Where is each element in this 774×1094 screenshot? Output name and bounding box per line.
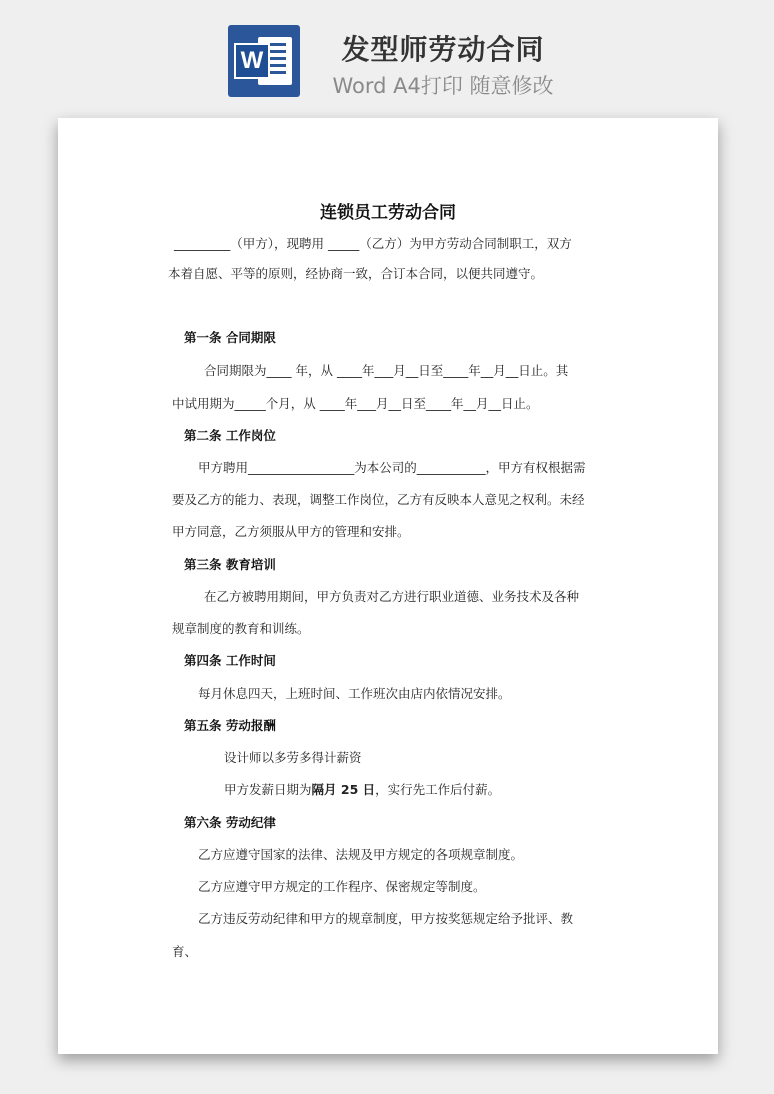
section-5-line-1: 设计师以多劳多得计薪资 <box>224 750 362 765</box>
pay-date-suffix: ，实行先工作后付薪。 <box>375 782 501 797</box>
intro-line-1: _________（甲方），现聘用 _____（乙方）为甲方劳动合同制职工，双方 <box>174 236 572 251</box>
document-page <box>58 118 718 1054</box>
section-1-line-1: 合同期限为____ 年，从 ____年___月__日至____年__月__日止。其 <box>204 363 569 378</box>
section-1-heading: 第一条 合同期限 <box>184 330 276 345</box>
pay-date-prefix: 甲方发薪日期为 <box>224 782 312 797</box>
document-title: 连锁员工劳动合同 <box>320 203 456 223</box>
section-6-line-2: 乙方应遵守甲方规定的工作程序、保密规定等制度。 <box>198 879 486 894</box>
section-6-heading: 第六条 劳动纪律 <box>184 815 276 830</box>
section-5-line-2 <box>224 780 500 798</box>
app-title: 发型师劳动合同 <box>341 33 545 66</box>
pay-date-bold: 隔月 25 日 <box>311 782 376 797</box>
section-6-line-4: 育、 <box>172 944 198 959</box>
section-1-line-2: 中试用期为_____个月，从 ____年___月__日至____年__月__日止。 <box>172 396 539 411</box>
section-3-line-2: 规章制度的教育和训练。 <box>172 621 310 636</box>
section-2-line-3: 甲方同意，乙方须服从甲方的管理和安排。 <box>172 524 410 539</box>
section-4-line: 每月休息四天，上班时间、工作班次由店内依情况安排。 <box>198 686 511 701</box>
section-2-line-1: 甲方聘用_________________为本公司的___________，甲方有权根据需 <box>198 460 586 475</box>
section-2-heading: 第二条 工作岗位 <box>184 428 276 443</box>
word-logo-icon <box>228 25 300 97</box>
section-6-line-1: 乙方应遵守国家的法律、法规及甲方规定的各项规章制度。 <box>198 847 524 862</box>
section-3-line-1: 在乙方被聘用期间，甲方负责对乙方进行职业道德、业务技术及各种 <box>204 589 580 604</box>
app-subtitle: Word A4打印 随意修改 <box>332 74 554 98</box>
intro-line-2: 本着自愿、平等的原则，经协商一致，合订本合同，以便共同遵守。 <box>168 266 544 281</box>
logo-letter: W <box>234 43 270 79</box>
section-4-heading: 第四条 工作时间 <box>184 653 276 668</box>
section-6-line-3: 乙方违反劳动纪律和甲方的规章制度，甲方按奖惩规定给予批评、教 <box>198 911 574 926</box>
page-header <box>0 0 774 110</box>
section-3-heading: 第三条 教育培训 <box>184 557 276 572</box>
section-2-line-2: 要及乙方的能力、表现，调整工作岗位，乙方有反映本人意见之权利。未经 <box>172 492 585 507</box>
section-5-heading: 第五条 劳动报酬 <box>184 718 276 733</box>
